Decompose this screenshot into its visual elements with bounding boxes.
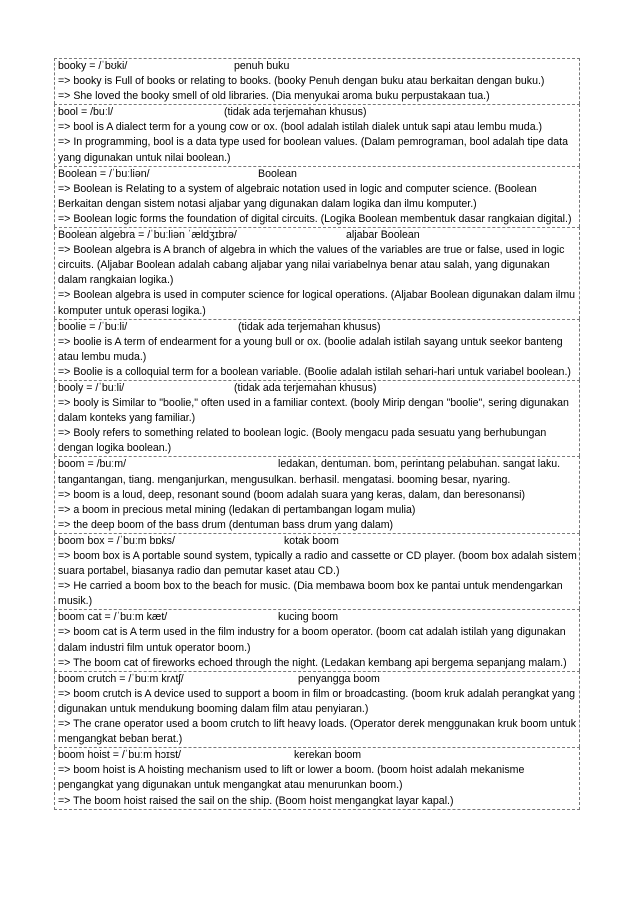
entry-term: Boolean = /ˈbuːliən/: [58, 167, 150, 180]
entry-header: [58, 534, 577, 549]
entry-example-line: => Boolean algebra is used in computer science for logical operations. (Aljabar Boolean digunakan dalam ilmu komputer untuk operasi logika.): [58, 289, 576, 317]
entry-example-line: => boom box is A portable sound system, typically a radio and cassette or CD player. (boom box adalah sistem suara portabel, biasanya radio dan pemutar kaset atau CD.): [58, 550, 577, 578]
entry-example-line: => Booly refers to something related to boolean logic. (Booly mengacu pada sesuatu yang berhubungan dengan logika boolean.): [58, 427, 547, 455]
entry-header: [58, 610, 577, 625]
entry-example-line: => She loved the booky smell of old libraries. (Dia menyukai aroma buku perpustakaan tua.): [58, 90, 490, 103]
entry-example-line: => The boom cat of fireworks echoed through the night. (Ledakan kembang api bergema sepanjang malam.): [58, 656, 567, 669]
entry-example-line: => boom cat is A term used in the film industry for a boom operator. (boom cat adalah istilah yang digunakan dalam industri film untuk operator boom.): [58, 626, 566, 654]
entry-example-line: => Boolean logic forms the foundation of digital circuits. (Logika Boolean membentuk dasar rangkaian digital.): [58, 212, 572, 225]
dictionary-entry: [54, 166, 580, 227]
entry-example-line: => The crane operator used a boom crutch to lift heavy loads. (Operator derek menggunakan kruk boom untuk mengangkat beban berat.): [58, 718, 577, 746]
entry-term: boolie = /ˈbuːli/: [58, 320, 128, 333]
entry-example-line: => boom hoist is A hoisting mechanism used to lift or lower a boom. (boom hoist adalah mekanisme pengangkat yang digunakan untuk mengangkat atau menurunkan boom.): [58, 764, 525, 792]
entry-example-line: => booly is Similar to "boolie," often used in a familiar context. (booly Mirip dengan "boolie", sering digunakan dalam konteks yang familiar.): [58, 397, 569, 425]
entry-translation: penuh buku: [234, 60, 290, 72]
dictionary-entry: [54, 671, 580, 747]
entry-header: [58, 320, 577, 335]
entry-example-line: => boom is a loud, deep, resonant sound (boom adalah suara yang keras, dalam, dan beresonansi): [58, 488, 526, 501]
entry-example-line: => He carried a boom box to the beach for music. (Dia membawa boom box ke pantai untuk mendengarkan musik.): [58, 580, 563, 608]
entry-translation: kerekan boom: [294, 749, 362, 762]
entry-example-line: => Boolean algebra is A branch of algebra in which the values of the variables are true or false, used in logic circuits. (Aljabar Boolean adalah cabang aljabar yang nilai variabelnya benar atau salah, yang digunakan dalam rangkaian logika.): [58, 244, 565, 287]
entry-header: [58, 748, 577, 763]
entry-example-line: => boom crutch is A device used to support a boom in film or broadcasting. (boom kruk adalah perangkat yang digunakan untuk mendukung booming dalam film atau penyiaran.): [58, 687, 576, 715]
entry-example-line: => the deep boom of the bass drum (dentuman bass drum yang dalam): [58, 518, 394, 531]
entry-header: [58, 381, 577, 396]
entry-term: bool = /buːl/: [58, 106, 114, 119]
dictionary-page: [54, 58, 580, 810]
entry-translation: (tidak ada terjemahan khusus): [238, 320, 381, 333]
entry-translation: kotak boom: [284, 534, 339, 547]
entry-term: boom = /buːm/: [58, 458, 127, 471]
entry-header: [58, 167, 577, 182]
dictionary-entry: [54, 227, 580, 319]
dictionary-entry: [54, 104, 580, 165]
entry-term: Boolean algebra = /ˈbuːliən ˈældʒɪbrə/: [58, 229, 237, 242]
entry-header: [58, 105, 577, 120]
entry-example-line: => bool is A dialect term for a young cow or ox. (bool adalah istilah dialek untuk sapi atau lembu muda.): [58, 121, 543, 134]
dictionary-entry: [54, 456, 580, 532]
entry-term: booky = /ˈbʊki/: [58, 60, 128, 72]
entry-translation: Boolean: [258, 167, 297, 180]
entry-term: boom hoist = /ˈbuːm hɔɪst/: [58, 749, 182, 762]
entry-example-line: => Boolean is Relating to a system of algebraic notation used in logic and computer science. (Boolean Berkaitan dengan sistem notasi aljabar yang digunakan dalam logika dan ilmu komputer.): [58, 182, 537, 210]
dictionary-entry: [54, 609, 580, 670]
entry-term: boom box = /ˈbuːm bɒks/: [58, 534, 175, 547]
entry-header: [58, 59, 577, 74]
dictionary-entry: [54, 380, 580, 456]
entry-example-line: => a boom in precious metal mining (ledakan di pertambangan logam mulia): [58, 503, 416, 516]
entry-example-line: => In programming, bool is a data type used for boolean values. (Dalam pemrograman, bool adalah tipe data yang digunakan untuk nilai boolean.): [58, 136, 568, 164]
entry-example-line: => Boolie is a colloquial term for a boolean variable. (Boolie adalah istilah sehari-hari untuk variabel boolean.): [58, 365, 571, 378]
entry-translation: aljabar Boolean: [346, 229, 420, 242]
dictionary-entry: [54, 747, 580, 809]
entry-example-line: => booky is Full of books or relating to books. (booky Penuh dengan buku atau berkaitan dengan buku.): [58, 75, 545, 88]
entry-example-line: => boolie is A term of endearment for a young bull or ox. (boolie adalah istilah sayang untuk seekor banteng atau lembu muda.): [58, 335, 563, 363]
entry-translation: kucing boom: [278, 611, 339, 624]
entry-header: [58, 457, 577, 487]
entry-translation: (tidak ada terjemahan khusus): [224, 106, 367, 119]
entry-term: boom cat = /ˈbuːm kæt/: [58, 611, 168, 624]
dictionary-entry: [54, 533, 580, 609]
entry-term: booly = /ˈbuːli/: [58, 381, 125, 394]
dictionary-entry: [54, 319, 580, 380]
entry-term: boom crutch = /ˈbuːm krʌtʃ/: [58, 672, 184, 685]
entry-translation: (tidak ada terjemahan khusus): [234, 381, 377, 394]
entry-example-line: => The boom hoist raised the sail on the ship. (Boom hoist mengangkat layar kapal.): [58, 794, 454, 807]
entry-header: [58, 672, 577, 687]
entry-translation: ledakan, dentuman. bom, perintang pelabuhan. sangat laku. tangantangan, tiang. menganjurkan, mengusulkan. berhasil. mengatasi. booming besar, nyaring.: [58, 458, 561, 486]
entry-translation: penyangga boom: [298, 672, 380, 685]
dictionary-entry: [54, 58, 580, 104]
entry-header: [58, 228, 577, 243]
